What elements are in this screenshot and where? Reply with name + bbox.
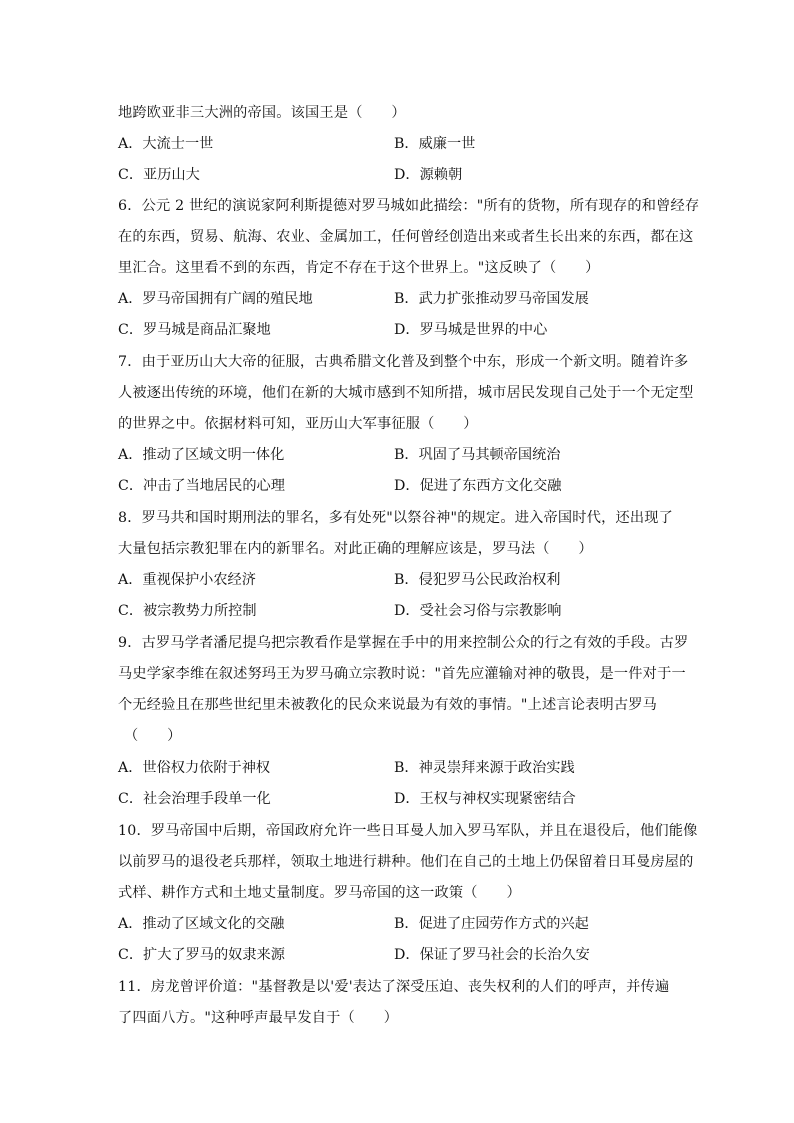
question-9-line-3: 个无经验且在那些世纪里未被教化的民众来说最为有效的事情。"上述言论表明古罗马: [118, 697, 658, 713]
option-d: D．王权与神权实现紧密结合: [394, 791, 576, 807]
question-6-line-3: 里汇合。这里看不到的东西，肯定不存在于这个世界上。"这反映了（ ）: [118, 260, 600, 276]
option-b: B．促进了庄园劳作方式的兴起: [394, 916, 589, 932]
option-b: B．威廉一世: [394, 136, 476, 152]
question-8-line-2: 大量包括宗教犯罪在内的新罪名。对此正确的理解应该是，罗马法（ ）: [118, 541, 593, 557]
question-10-options-row-2: [118, 945, 678, 965]
question-6-options-row-2: [118, 320, 678, 340]
question-7-options-row-2: [118, 476, 678, 496]
question-7-line-1: 7．由于亚历山大大帝的征服，古典希腊文化普及到整个中东，形成一个新文明。随着许多: [118, 354, 689, 370]
question-5-options-row-2: [118, 165, 678, 185]
option-a: A．世俗权力依附于神权: [118, 760, 271, 776]
question-9-line-4: （ ）: [124, 728, 182, 744]
question-6-line-2: 在的东西，贸易、航海、农业、金属加工，任何曾经创造出来或者生长出来的东西，都在这: [118, 229, 694, 245]
question-8-options-row-1: [118, 570, 678, 590]
question-10-line-2: 以前罗马的退役老兵那样，领取土地进行耕种。他们在自己的土地上仍保留着日耳曼房屋的: [118, 854, 694, 870]
option-d: D．保证了罗马社会的长治久安: [394, 947, 590, 963]
option-b: B．侵犯罗马公民政治权利: [394, 572, 561, 588]
option-c: C．罗马城是商品汇聚地: [118, 322, 271, 338]
question-8-options-row-2: [118, 601, 678, 621]
option-b: B．巩固了马其顿帝国统治: [394, 447, 561, 463]
option-d: D．源赖朝: [394, 167, 463, 183]
question-7-options-row-1: [118, 445, 678, 465]
option-d: D．受社会习俗与宗教影响: [394, 603, 562, 619]
question-5-options-row-1: [118, 134, 678, 154]
question-9-options-row-2: [118, 789, 678, 809]
question-7-line-3: 的世界之中。依据材料可知，亚历山大军事征服（ ）: [118, 416, 478, 432]
option-c: C．亚历山大: [118, 167, 200, 183]
option-c: C．被宗教势力所控制: [118, 603, 257, 619]
question-11-line-2: 了四面八方。"这种呼声最早发自于（ ）: [118, 1010, 399, 1026]
question-10-line-1: 10．罗马帝国中后期，帝国政府允许一些日耳曼人加入罗马军队，并且在退役后，他们能像: [118, 823, 698, 839]
option-c: C．扩大了罗马的奴隶来源: [118, 947, 285, 963]
question-11-line-1: 11．房龙曾评价道："基督教是以'爱'表达了深受压迫、丧失权利的人们的呼声，并传遍: [118, 979, 670, 995]
question-9-line-1: 9．古罗马学者潘尼提乌把宗教看作是掌握在手中的用来控制公众的行之有效的手段。古罗: [118, 635, 689, 651]
option-a: A．推动了区域文化的交融: [118, 916, 285, 932]
question-10-line-3: 式样、耕作方式和土地丈量制度。罗马帝国的这一政策（ ）: [118, 885, 521, 901]
question-5-line-1: 地跨欧亚非三大洲的帝国。该国王是（ ）: [118, 105, 406, 121]
option-b: B．神灵崇拜来源于政治实践: [394, 760, 575, 776]
option-c: C．社会治理手段单一化: [118, 791, 271, 807]
option-b: B．武力扩张推动罗马帝国发展: [394, 291, 589, 307]
question-9-line-2: 马史学家李维在叙述努玛王为罗马确立宗教时说："首先应灌输对神的敬畏，是一件对于一: [118, 666, 686, 682]
question-6-options-row-1: [118, 289, 678, 309]
option-d: D．罗马城是世界的中心: [394, 322, 548, 338]
option-a: A．重视保护小农经济: [118, 572, 256, 588]
question-8-line-1: 8．罗马共和国时期刑法的罪名，多有处死"以祭谷神"的规定。进入帝国时代，还出现了: [118, 510, 674, 526]
option-c: C．冲击了当地居民的心理: [118, 478, 285, 494]
option-d: D．促进了东西方文化交融: [394, 478, 562, 494]
question-7-line-2: 人被逐出传统的环境，他们在新的大城市感到不知所措，城市居民发现自己处于一个无定型: [118, 385, 694, 401]
question-10-options-row-1: [118, 914, 678, 934]
option-a: A．推动了区域文明一体化: [118, 447, 285, 463]
option-a: A．罗马帝国拥有广阔的殖民地: [118, 291, 313, 307]
option-a: A．大流士一世: [118, 136, 214, 152]
question-9-options-row-1: [118, 758, 678, 778]
question-6-line-1: 6．公元 2 世纪的演说家阿利斯提德对罗马城如此描绘："所有的货物，所有现存的和曾经存: [118, 198, 700, 214]
